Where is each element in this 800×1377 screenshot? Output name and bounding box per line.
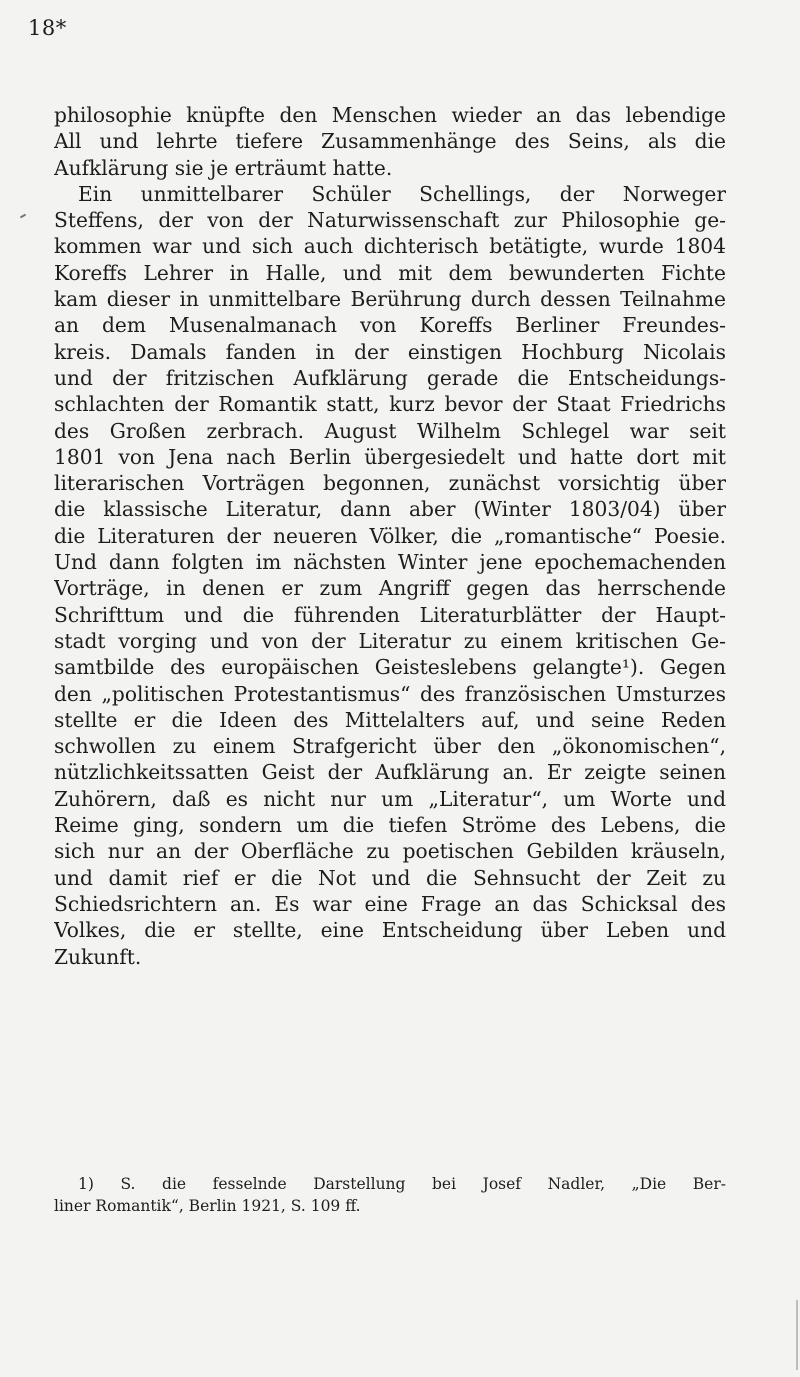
paragraph-start-line: Ein unmittelbarer Schüler Schellings, der Norweger xyxy=(78,181,726,206)
text-line: und damit rief er die Not und die Sehnsucht der Zeit zu xyxy=(54,865,726,890)
footnote xyxy=(54,1173,726,1217)
text-line: die Literaturen der neueren Völker, die „romantische“ Poesie. xyxy=(54,523,726,548)
text-line: stellte er die Ideen des Mittelalters auf, und seine Reden xyxy=(54,707,726,732)
text-line: des Großen zerbrach. August Wilhelm Schlegel war seit xyxy=(54,418,726,443)
text-line: Reime ging, sondern um die tiefen Ströme des Lebens, die xyxy=(54,813,726,838)
text-line: Schiedsrichtern an. Es war eine Frage an das Schicksal des xyxy=(54,891,726,916)
text-line: Steffens, der von der Naturwissenschaft zur Philosophie ge- xyxy=(54,208,726,233)
margin-pencil-mark xyxy=(20,214,26,219)
main-text xyxy=(54,102,726,970)
text-line: 1801 von Jena nach Berlin übergesiedelt und hatte dort mit xyxy=(54,444,726,469)
text-line: Aufklärung sie je erträumt hatte. xyxy=(54,155,393,180)
text-line: kam dieser in unmittelbare Berührung durch dessen Teilnahme xyxy=(54,287,726,312)
text-line: schwollen zu einem Strafgericht über den „ökonomischen“, xyxy=(54,734,726,759)
text-line: Und dann folgten im nächsten Winter jene epochemachenden xyxy=(54,550,726,575)
page-edge-shadow xyxy=(796,1300,798,1370)
text-line: an dem Musenalmanach von Koreffs Berliner Freundes- xyxy=(54,313,726,338)
text-line: sich nur an der Oberfläche zu poetischen Gebilden kräuseln, xyxy=(54,839,726,864)
text-line: und der fritzischen Aufklärung gerade die Entscheidungs- xyxy=(54,365,726,390)
text-line: stadt vorging und von der Literatur zu einem kritischen Ge- xyxy=(54,628,726,653)
text-line: Zuhörern, daß es nicht nur um „Literatur“, um Worte und xyxy=(54,786,726,811)
text-line: Vorträge, in denen er zum Angriff gegen das herrschende xyxy=(54,576,726,601)
text-line: nützlichkeitssatten Geist der Aufklärung an. Er zeigte seinen xyxy=(54,760,726,785)
footnote-line: liner Romantik“, Berlin 1921, S. 109 ff. xyxy=(54,1197,361,1215)
text-line: schlachten der Romantik statt, kurz bevor der Staat Friedrichs xyxy=(54,392,726,417)
text-line: Koreffs Lehrer in Halle, und mit dem bewunderten Fichte xyxy=(54,260,726,285)
text-line: samtbilde des europäischen Geisteslebens gelangte¹). Gegen xyxy=(54,655,726,680)
page-number: 18* xyxy=(28,16,67,40)
text-line: Zukunft. xyxy=(54,944,142,969)
text-line: philosophie knüpfte den Menschen wieder an das lebendige xyxy=(54,103,726,127)
text-line: literarischen Vorträgen begonnen, zunächst vorsichtig über xyxy=(54,471,726,496)
text-line: kreis. Damals fanden in der einstigen Hochburg Nicolais xyxy=(54,339,726,364)
text-line: den „politischen Protestantismus“ des französischen Umsturzes xyxy=(54,681,726,706)
footnote-line: 1) S. die fesselnde Darstellung bei Josef Nadler, „Die Ber- xyxy=(78,1175,726,1193)
text-line: All und lehrte tiefere Zusammenhänge des Seins, als die xyxy=(54,129,726,154)
text-line: kommen war und sich auch dichterisch betätigte, wurde 1804 xyxy=(54,234,726,259)
text-line: Schrifttum und die führenden Literaturblätter der Haupt- xyxy=(54,602,726,627)
text-line: die klassische Literatur, dann aber (Winter 1803/04) über xyxy=(54,497,726,522)
text-line: Volkes, die er stellte, eine Entscheidung über Leben und xyxy=(54,918,726,943)
